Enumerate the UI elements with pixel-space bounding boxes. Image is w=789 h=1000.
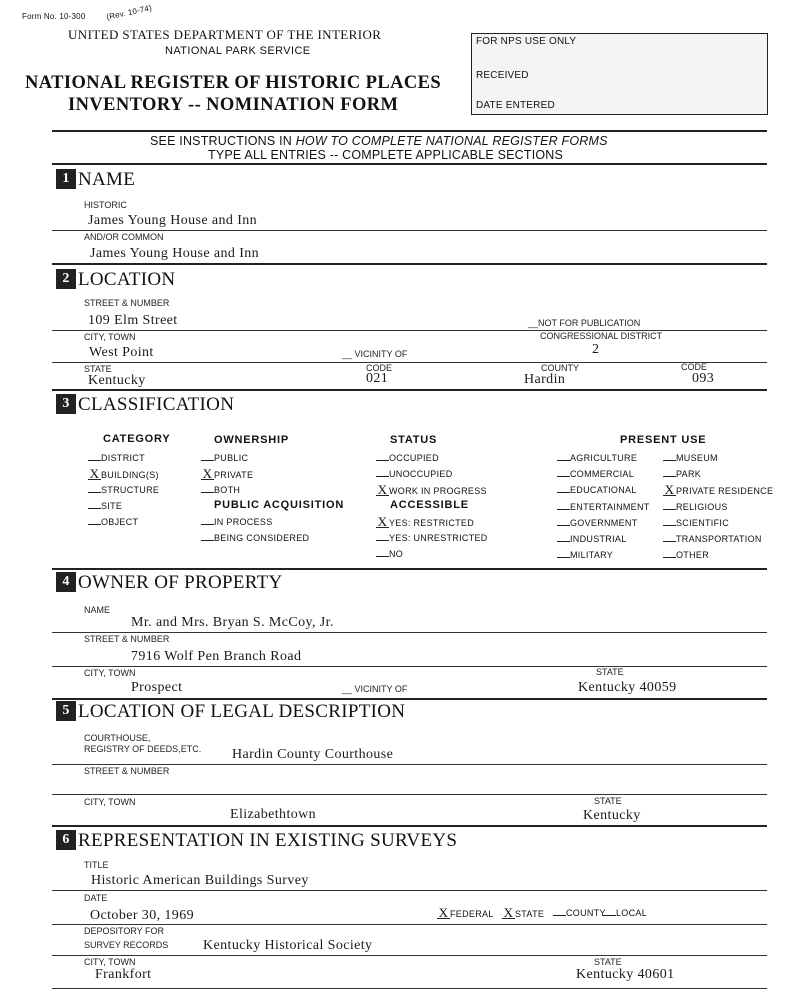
survey-title-field[interactable]: Historic American Buildings Survey [91,873,309,888]
checkbox-option[interactable] [557,453,637,463]
option-label: MUSEUM [676,453,718,463]
option-label: BOTH [214,485,241,495]
owner-city-label: CITY, TOWN [84,668,136,678]
option-label: BUILDING(S) [101,470,159,480]
checkbox-option[interactable] [201,533,309,543]
checkbox-option[interactable] [376,469,453,479]
checkbox-option[interactable] [663,469,701,479]
county-code-label: CODE [681,362,708,372]
blank-checkbox[interactable] [663,525,676,526]
checkbox-option[interactable] [557,550,613,560]
option-label: COMMERCIAL [570,469,635,480]
nps-use-only-box [471,33,768,115]
courthouse-label: COURTHOUSE, [84,733,151,743]
checkmark-x-icon[interactable]: X [438,905,449,920]
option-label: EDUCATIONAL [570,485,637,496]
option-label: GOVERNMENT [570,517,638,528]
blank-checkbox[interactable] [88,492,101,493]
common-name-field[interactable]: James Young House and Inn [90,246,260,261]
section-classification-heading [56,394,234,416]
historic-label: HISTORIC [84,200,127,210]
survey-level-option[interactable] [553,908,606,918]
field-line [52,890,767,891]
option-label: NO [389,549,404,559]
section-name-heading [56,169,135,191]
divider [52,130,767,132]
blank-checkbox[interactable] [557,509,570,510]
depository-label: DEPOSITORY FOR [84,926,165,936]
congressional-district-field[interactable]: 2 [592,342,600,357]
field-line [52,230,767,231]
not-for-publication-option[interactable]: __NOT FOR PUBLICATION [528,318,641,328]
survey-city-label: CITY, TOWN [84,957,136,967]
option-label: COUNTY [566,908,606,918]
blank-checkbox[interactable] [376,556,389,557]
section-number-icon: 3 [56,394,76,414]
vicinity-option[interactable]: __ VICINITY OF [342,349,408,359]
historic-name-field[interactable]: James Young House and Inn [88,213,258,228]
field-line [52,794,767,795]
county-field[interactable]: Hardin [524,372,566,387]
common-name-label: AND/OR COMMON [84,232,164,242]
street-label: STREET & NUMBER [84,298,170,308]
field-line [52,362,767,363]
ownership-heading: OWNERSHIP [214,434,290,446]
county-label: COUNTY [541,363,579,373]
checkbox-option[interactable] [663,518,729,528]
option-label: RELIGIOUS [676,501,728,512]
divider [52,263,767,265]
checkbox-option[interactable] [376,453,439,463]
state-field[interactable]: Kentucky [88,373,146,388]
checkbox-option[interactable] [376,514,475,529]
option-label: PARK [676,469,702,480]
legal-state-field[interactable]: Kentucky [583,808,641,823]
legal-street-label: STREET & NUMBER [84,766,170,776]
survey-title-label: TITLE [84,860,109,870]
nps-box-title: FOR NPS USE ONLY [476,36,577,47]
checkmark-x-icon[interactable]: X [377,482,388,497]
state-code-field[interactable]: 021 [366,371,389,386]
option-label: DISTRICT [101,453,145,463]
instructions-line1 [150,134,608,148]
instructions-prefix: SEE INSTRUCTIONS IN [150,134,296,148]
survey-city-field[interactable]: Frankfort [95,967,152,982]
department-name: UNITED STATES DEPARTMENT OF THE INTERIOR [68,27,382,42]
blank-checkbox[interactable] [557,492,570,493]
checkbox-option[interactable] [663,482,774,498]
congressional-district-label: CONGRESSIONAL DISTRICT [540,331,663,341]
section-surveys-heading [56,830,457,852]
checkbox-option[interactable] [201,517,273,527]
checkmark-x-icon[interactable]: X [377,514,388,529]
checkmark-x-icon[interactable]: X [503,905,514,920]
form-title-line1: NATIONAL REGISTER OF HISTORIC PLACES [25,73,442,93]
checkbox-option[interactable] [201,466,254,481]
survey-date-field[interactable]: October 30, 1969 [90,908,194,923]
option-label: PUBLIC [214,453,249,463]
option-label: AGRICULTURE [570,453,638,463]
depository-field[interactable]: Kentucky Historical Society [203,938,373,953]
option-label: YES: RESTRICTED [389,518,475,528]
blank-checkbox[interactable] [663,509,676,510]
blank-checkbox[interactable] [663,557,676,558]
section-location-heading [56,269,175,291]
owner-street-field[interactable]: 7916 Wolf Pen Branch Road [131,649,302,664]
nps-received-label: RECEIVED [476,70,529,81]
checkmark-x-icon[interactable]: X [664,482,675,498]
blank-checkbox[interactable] [557,541,570,542]
checkbox-option[interactable] [201,453,248,463]
blank-checkbox[interactable] [663,460,676,461]
survey-state-field[interactable]: Kentucky 40601 [576,967,675,982]
option-label: UNOCCUPIED [389,469,453,479]
option-label: LOCAL [616,908,648,918]
owner-street-label: STREET & NUMBER [84,634,170,644]
field-line [52,632,767,633]
section-number-icon: 4 [56,572,76,592]
section-title: NAME [78,169,136,190]
blank-checkbox[interactable] [553,915,566,916]
survey-state-label: STATE [594,957,622,967]
present-use-heading: PRESENT USE [620,434,707,446]
field-line [52,955,767,956]
agency-name: NATIONAL PARK SERVICE [165,45,311,57]
blank-checkbox[interactable] [201,460,214,461]
city-label: CITY, TOWN [84,332,136,342]
option-label: INDUSTRIAL [570,534,627,544]
checkbox-option[interactable] [557,485,637,495]
section-number-icon: 6 [56,830,76,850]
form-revision: (Rev. 10-74) [105,3,153,22]
checkbox-option[interactable] [663,502,728,512]
option-label: IN PROCESS [214,517,273,527]
option-label: STRUCTURE [101,485,160,495]
checkbox-option[interactable] [88,485,159,495]
option-label: PRIVATE [214,470,254,480]
option-label: BEING CONSIDERED [214,533,310,543]
blank-checkbox[interactable] [88,508,101,509]
option-label: YES: UNRESTRICTED [389,533,488,543]
option-label: STATE [515,909,545,919]
section-number-icon: 5 [56,701,76,721]
blank-checkbox[interactable] [557,557,570,558]
blank-checkbox[interactable] [557,476,570,477]
checkbox-option[interactable] [557,469,634,479]
divider [52,825,767,827]
divider [52,389,767,391]
option-label: SCIENTIFIC [676,517,730,528]
county-code-field[interactable]: 093 [692,371,715,386]
blank-checkbox[interactable] [88,524,101,525]
section-number-icon: 1 [56,169,76,189]
owner-name-label: NAME [84,605,111,615]
blank-checkbox[interactable] [376,460,389,461]
option-label: OTHER [676,550,709,561]
checkbox-option[interactable] [88,501,122,511]
blank-checkbox[interactable] [88,460,101,461]
survey-records-label: SURVEY RECORDS [84,940,169,950]
state-code-label: CODE [366,363,393,373]
checkbox-option[interactable] [663,550,709,560]
blank-checkbox[interactable] [663,476,676,477]
blank-checkbox[interactable] [376,476,389,477]
checkbox-option[interactable] [557,502,650,512]
checkbox-option[interactable] [88,453,145,463]
blank-checkbox[interactable] [376,540,389,541]
street-field[interactable]: 109 Elm Street [88,313,178,328]
divider [52,568,767,570]
option-label: TRANSPORTATION [676,534,762,544]
public-acquisition-heading: PUBLIC ACQUISITION [214,499,345,511]
legal-city-label: CITY, TOWN [84,797,136,807]
blank-checkbox[interactable] [557,460,570,461]
section-number-icon: 2 [56,269,76,289]
status-heading: STATUS [390,434,438,446]
option-label: OBJECT [101,517,139,527]
checkbox-option[interactable] [376,533,488,543]
option-label: ENTERTAINMENT [570,501,650,512]
checkbox-option[interactable] [663,453,718,463]
field-line [52,924,767,925]
owner-state-label: STATE [596,667,624,677]
section-owner-heading [56,572,283,594]
field-line [52,988,767,989]
blank-checkbox[interactable] [663,541,676,542]
blank-checkbox[interactable] [201,524,214,525]
field-line [52,666,767,667]
divider [52,698,767,700]
state-label: STATE [84,364,112,374]
option-label: OCCUPIED [389,453,439,463]
checkmark-x-icon[interactable]: X [89,466,100,481]
checkbox-option[interactable] [376,482,487,497]
option-label: FEDERAL [450,909,494,919]
survey-level-option[interactable] [437,905,494,920]
form-title-line2: INVENTORY -- NOMINATION FORM [68,95,399,115]
checkbox-option[interactable] [557,534,627,544]
instructions-line2: TYPE ALL ENTRIES -- COMPLETE APPLICABLE SECTIONS [208,148,564,162]
checkbox-option[interactable] [663,534,762,544]
blank-checkbox[interactable] [557,525,570,526]
owner-state-field[interactable]: Kentucky 40059 [578,680,677,695]
checkbox-option[interactable] [88,466,159,481]
legal-city-field[interactable]: Elizabethtown [230,807,317,822]
checkbox-option[interactable] [557,518,638,528]
option-label: PRIVATE RESIDENCE [676,486,774,497]
instructions-title: HOW TO COMPLETE NATIONAL REGISTER FORMS [295,134,608,148]
divider [52,163,767,165]
nps-date-entered-label: DATE ENTERED [476,100,555,111]
blank-checkbox[interactable] [201,492,214,493]
option-label: SITE [101,501,123,511]
checkbox-option[interactable] [88,517,138,527]
survey-level-option[interactable] [603,908,647,918]
section-title: LOCATION [78,269,176,290]
option-label: WORK IN PROGRESS [389,486,487,496]
checkbox-option[interactable] [201,485,240,495]
section-legal-heading [56,701,405,723]
checkbox-option[interactable] [376,549,403,559]
section-title: REPRESENTATION IN EXISTING SURVEYS [78,830,458,851]
section-title: LOCATION OF LEGAL DESCRIPTION [78,701,406,722]
section-title: CLASSIFICATION [78,394,235,415]
legal-state-label: STATE [594,796,622,806]
section-title: OWNER OF PROPERTY [78,572,283,593]
survey-level-option[interactable] [502,905,545,920]
form-number: Form No. 10-300 [22,12,86,21]
registry-label: REGISTRY OF DEEDS,ETC. [84,744,202,754]
option-label: MILITARY [570,550,614,561]
owner-name-field[interactable]: Mr. and Mrs. Bryan S. McCoy, Jr. [131,615,334,630]
city-field[interactable]: West Point [89,345,154,360]
blank-checkbox[interactable] [201,540,214,541]
courthouse-field[interactable]: Hardin County Courthouse [232,747,394,762]
owner-city-field[interactable]: Prospect [131,680,183,695]
field-line [52,764,767,765]
survey-date-label: DATE [84,893,108,903]
blank-checkbox[interactable] [603,915,616,916]
checkmark-x-icon[interactable]: X [202,466,213,481]
accessible-heading: ACCESSIBLE [390,499,469,511]
owner-vicinity-option[interactable]: __ VICINITY OF [342,684,408,694]
category-heading: CATEGORY [103,433,171,445]
